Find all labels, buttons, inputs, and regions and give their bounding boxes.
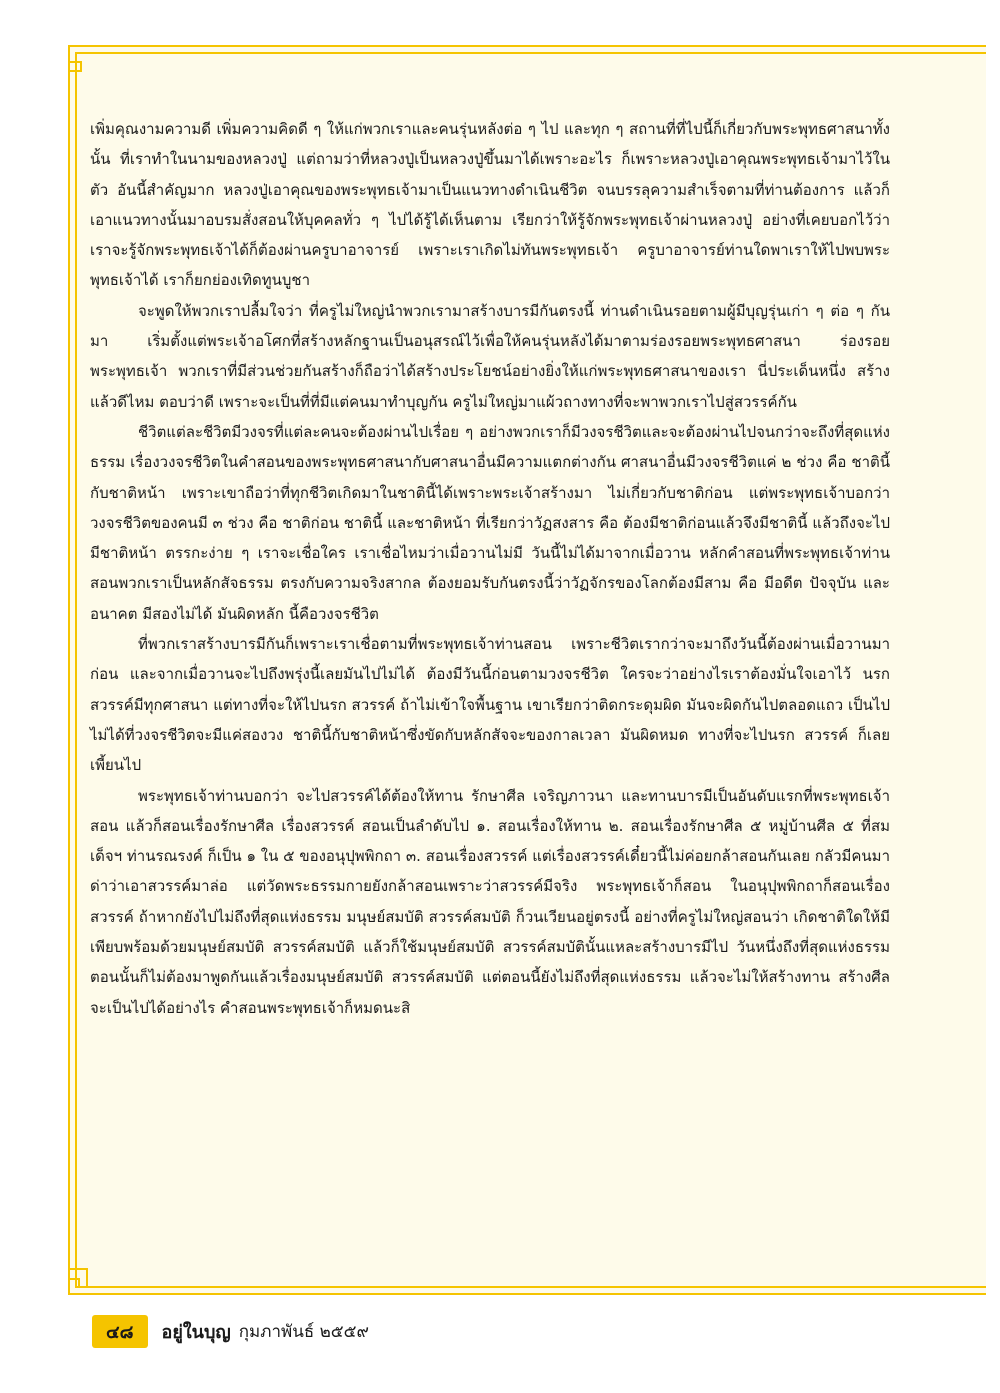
page-number: ๔๘ <box>92 1315 148 1348</box>
corner-ornament-bottom <box>68 1278 78 1280</box>
border-top-inner <box>75 52 986 54</box>
border-left-outer <box>68 45 70 1295</box>
page-footer <box>92 1316 369 1346</box>
paragraph: เพิ่มคุณงามความดี เพิ่มความคิดดี ๆ ให้แก่พวกเราและคนรุ่นหลังต่อ ๆ ไป และทุก ๆ สถานที่ที่ไปนี้ก็เกี่ยวกับพระพุทธศาสนาทั้งนั้น ที่เราทำในนามของหลวงปู่ แต่ถามว่าที่หลวงปู่เป็นหลวงปู่ขึ้นมาได้เพราะอะไร ก็เพราะหลวงปู่เอาคุณพระพุทธเจ้ามาไว้ในตัว อันนี้สำคัญมาก หลวงปู่เอาคุณของพระพุทธเจ้ามาเป็นแนวทางดำเนินชีวิต จนบรรลุความสำเร็จตามที่ท่านต้องการ แล้วก็เอาแนวทางนั้นมาอบรมสั่งสอนให้บุคคลทั่ว ๆ ไปได้รู้ได้เห็นตาม เรียกว่าให้รู้จักพระพุทธเจ้าผ่านหลวงปู่ อย่างที่เคยบอกไว้ว่า เราจะรู้จักพระพุทธเจ้าได้ก็ต้องผ่านครูบาอาจารย์ เพราะเราเกิดไม่ทันพระพุทธเจ้า ครูบาอาจารย์ท่านใดพาเราให้ไปพบพระพุทธเจ้าได้ เราก็ยกย่องเทิดทูนบูชา <box>90 120 890 290</box>
paragraph: จะพูดให้พวกเราปลื้มใจว่า ที่ครูไม่ใหญ่นำพวกเรามาสร้างบารมีกันตรงนี้ ท่านดำเนินรอยตามผู้มีบุญรุ่นเก่า ๆ ต่อ ๆ กันมา เริ่มตั้งแต่พระเจ้าอโศกที่สร้างหลักฐานเป็นอนุสรณ์ไว้เพื่อให้คนรุ่นหลังได้มาตามร่องรอยพระพุทธศาสนา ร่องรอยพระพุทธเจ้า พวกเราที่มีส่วนช่วยกันสร้างก็ถือว่าได้สร้างประโยชน์อย่างยิ่งให้แก่พระพุทธศาสนาของเรา นี่ประเด็นหนึ่ง สร้างแล้วดีไหม ตอบว่าดี เพราะจะเป็นที่ที่มีแต่คนมาทำบุญกัน ครูไม่ใหญ่มาแผ้วถางทางที่จะพาพวกเราไปสู่สวรรค์กัน <box>90 301 890 411</box>
magazine-name: อยู่ในบุญ <box>161 1321 231 1343</box>
article-body <box>90 114 890 1023</box>
paragraph: ชีวิตแต่ละชีวิตมีวงจรที่แต่ละคนจะต้องผ่านไปเรื่อย ๆ อย่างพวกเราก็มีวงจรชีวิตและจะต้องผ่านไปจนกว่าจะถึงที่สุดแห่งธรรม เรื่องวงจรชีวิตในคำสอนของพระพุทธศาสนากับศาสนาอื่นมีความแตกต่างกัน ศาสนาอื่นมีวงจรชีวิตแค่ ๒ ช่วง คือ ชาตินี้กับชาติหน้า เพราะเขาถือว่าที่ทุกชีวิตเกิดมาในชาตินี้ได้เพราะพระเจ้าสร้างมา ไม่เกี่ยวกับชาติก่อน แต่พระพุทธเจ้าบอกว่า วงจรชีวิตของคนมี ๓ ช่วง คือ ชาติก่อน ชาตินี้ และชาติหน้า ที่เรียกว่าวัฏสงสาร คือ ต้องมีชาติก่อนแล้วจึงมีชาตินี้ แล้วถึงจะไปมีชาติหน้า ตรรกะง่าย ๆ เราจะเชื่อใคร เราเชื่อไหมว่าเมื่อวานไม่มี วันนี้ไม่ได้มาจากเมื่อวาน หลักคำสอนที่พระพุทธเจ้าท่านสอนพวกเราเป็นหลักสัจธรรม ตรงกับความจริงสากล ต้องยอมรับกันตรงนี้ว่าวัฏจักรของโลกต้องมีสาม คือ มีอดีต ปัจจุบัน และอนาคต มีสองไม่ได้ มันผิดหลัก นี้คือวงจรชีวิต <box>90 422 890 623</box>
corner-ornament-top <box>68 70 82 72</box>
corner-ornament-bottom <box>86 1268 88 1286</box>
corner-ornament-bottom <box>68 1268 88 1270</box>
issue-date: กุมภาพันธ์ ๒๕๕๙ <box>238 1321 369 1342</box>
corner-ornament-top <box>68 61 80 63</box>
border-bottom-outer <box>68 1293 986 1295</box>
border-top-outer <box>68 45 986 47</box>
corner-ornament-bottom <box>78 1278 80 1286</box>
paragraph: ที่พวกเราสร้างบารมีกันก็เพราะเราเชื่อตามที่พระพุทธเจ้าท่านสอน เพราะชีวิตเรากว่าจะมาถึงวันนี้ต้องผ่านเมื่อวานมาก่อน และจากเมื่อวานจะไปถึงพรุ่งนี้เลยมันไปไม่ได้ ต้องมีวันนี้ก่อนตามวงจรชีวิต ใครจะว่าอย่างไรเราต้องมั่นใจเอาไว้ นรก สวรรค์มีทุกศาสนา แต่ทางที่จะให้ไปนรก สวรรค์ ถ้าไม่เข้าใจพื้นฐาน เขาเรียกว่าติดกระดุมผิด มันจะผิดกันไปตลอดแถว เป็นไปไม่ได้ที่วงจรชีวิตจะมีแค่สองวง ชาตินี้กับชาติหน้าซึ่งขัดกับหลักสัจจะของกาลเวลา มันผิดหมด ทางที่จะไปนรก สวรรค์ ก็เลยเพี้ยนไป <box>90 635 890 775</box>
border-bottom-inner <box>75 1286 986 1288</box>
paragraph: พระพุทธเจ้าท่านบอกว่า จะไปสวรรค์ได้ต้องให้ทาน รักษาศีล เจริญภาวนา และทานบารมีเป็นอันดับแรกที่พระพุทธเจ้าสอน แล้วก็สอนเรื่องรักษาศีล เรื่องสวรรค์ สอนเป็นลำดับไป ๑. สอนเรื่องให้ทาน ๒. สอนเรื่องรักษาศีล ๕ หมู่บ้านศีล ๕ ที่สมเด็จฯ ท่านรณรงค์ ก็เป็น ๑ ใน ๕ ของอนุปุพพิกถา ๓. สอนเรื่องสวรรค์ แต่เรื่องสวรรค์เดี๋ยวนี้ไม่ค่อยกล้าสอนกันเลย กลัวมีคนมาด่าว่าเอาสวรรค์มาล่อ แต่วัดพระธรรมกายยังกล้าสอนเพราะว่าสวรรค์มีจริง พระพุทธเจ้าก็สอน ในอนุปุพพิกถาก็สอนเรื่องสวรรค์ ถ้าหากยังไปไม่ถึงที่สุดแห่งธรรม มนุษย์สมบัติ สวรรค์สมบัติ ก็วนเวียนอยู่ตรงนี้ อย่างที่ครูไม่ใหญ่สอนว่า เกิดชาติใดให้มีเพียบพร้อมด้วยมนุษย์สมบัติ สวรรค์สมบัติ แล้วก็ใช้มนุษย์สมบัติ สวรรค์สมบัตินั้นแหละสร้างบารมีไป วันหนึ่งถึงที่สุดแห่งธรรม ตอนนั้นก็ไม่ต้องมาพูดกันแล้วเรื่องมนุษย์สมบัติ สวรรค์สมบัติ แต่ตอนนี้ยังไม่ถึงที่สุดแห่งธรรม แล้วจะไม่ให้สร้างทาน สร้างศีล จะเป็นไปได้อย่างไร คำสอนพระพุทธเจ้าก็หมดนะสิ <box>90 786 890 1017</box>
border-left-inner <box>75 52 77 1288</box>
